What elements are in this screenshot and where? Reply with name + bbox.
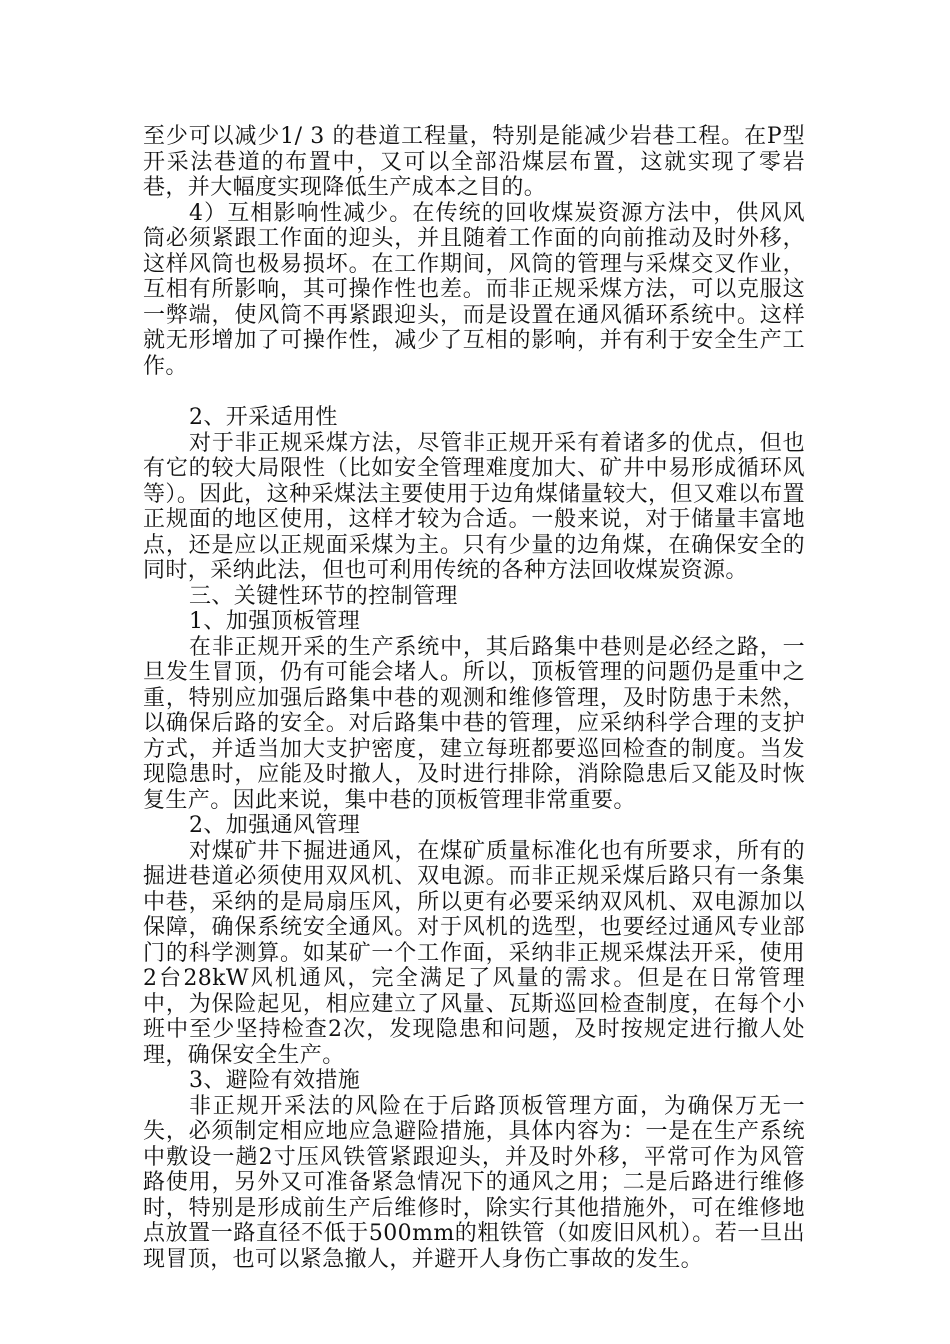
section-heading-key-control: 三、关键性环节的控制管理 (189, 583, 458, 609)
paragraph-ventilation: 对煤矿井下掘进通风，在煤矿质量标准化也有所要求，所有的掘进巷道必须使用双风机、双电源。而非正规采煤后路只有一条集中巷，采纳的是局扇压风，所以更有必要采纳双风机、双电源加以保障，确保系统安全通风。对于风机的选型，也要经过通风专业部门的科学测算。如某矿一个工作面，采纳非正规采煤法开采，使用2台28kW风机通风，完全满足了风量的需求。但是在日常管理中，为保险起见，相应建立了风量、瓦斯巡回检查制度，在每个小班中至少坚持检查2次，发现隐患和问题，及时按规定进行撤人处理，确保安全生产。 (143, 838, 805, 1068)
subheading-ventilation: 2、加强通风管理 (189, 813, 361, 838)
paragraph-risk-avoidance: 非正规开采法的风险在于后路顶板管理方面，为确保万无一失，必须制定相应地应急避险措施，具体内容为：一是在生产系统中敷设一趟2寸压风铁管紧跟迎头，并及时外移，平常可作为风管路使用，另外又可准备紧急情况下的通风之用；二是后路进行维修时，特别是形成前生产后维修时，除实行其他措施外，可在维修地点放置一路直径不低于500mm的粗铁管（如废旧风机）。若一旦出现冒顶，也可以紧急撤人，并避开人身伤亡事故的发生。 (143, 1093, 805, 1272)
document-page (143, 124, 805, 1272)
paragraph-applicability: 对于非正规采煤方法，尽管非正规开采有着诸多的优点，但也有它的较大局限性（比如安全管理难度加大、矿井中易形成循环风等）。因此，这种采煤法主要使用于边角煤储量较大，但又难以布置正规面的地区使用，这样才较为合适。一般来说，对于储量丰富地点，还是应以正规面采煤为主。只有少量的边角煤，在确保安全的同时，采纳此法，但也可利用传统的各种方法回收煤炭资源。 (143, 430, 805, 583)
section-heading-applicability: 2、开采适用性 (189, 405, 338, 430)
subheading-roof-management: 1、加强顶板管理 (189, 609, 361, 634)
subheading-risk-avoidance: 3、避险有效措施 (189, 1068, 361, 1093)
paragraph-spacer (143, 379, 805, 405)
paragraph-item-4: 4）互相影响性减少。在传统的回收煤炭资源方法中，供风风筒必须紧跟工作面的迎头，并且随着工作面的向前推动及时外移，这样风筒也极易损坏。在工作期间，风筒的管理与采煤交叉作业，互相有所影响，其可操作性也差。而非正规采煤方法，可以克服这一弊端，使风筒不再紧跟迎头，而是设置在通风循环系统中。这样就无形增加了可操作性，减少了互相的影响，并有利于安全生产工作。 (143, 200, 805, 379)
paragraph-continuation: 至少可以减少1/ 3 的巷道工程量，特别是能减少岩巷工程。在P型开采法巷道的布置中，又可以全部沿煤层布置，这就实现了零岩巷，并大幅度实现降低生产成本之目的。 (143, 124, 805, 200)
paragraph-roof-management: 在非正规开采的生产系统中，其后路集中巷则是必经之路，一旦发生冒顶，仍有可能会堵人。所以，顶板管理的问题仍是重中之重，特别应加强后路集中巷的观测和维修管理，及时防患于未然，以确保后路的安全。对后路集中巷的管理，应采纳科学合理的支护方式，并适当加大支护密度，建立每班都要巡回检查的制度。当发现隐患时，应能及时撤人，及时进行排除，消除隐患后又能及时恢复生产。因此来说，集中巷的顶板管理非常重要。 (143, 634, 805, 813)
